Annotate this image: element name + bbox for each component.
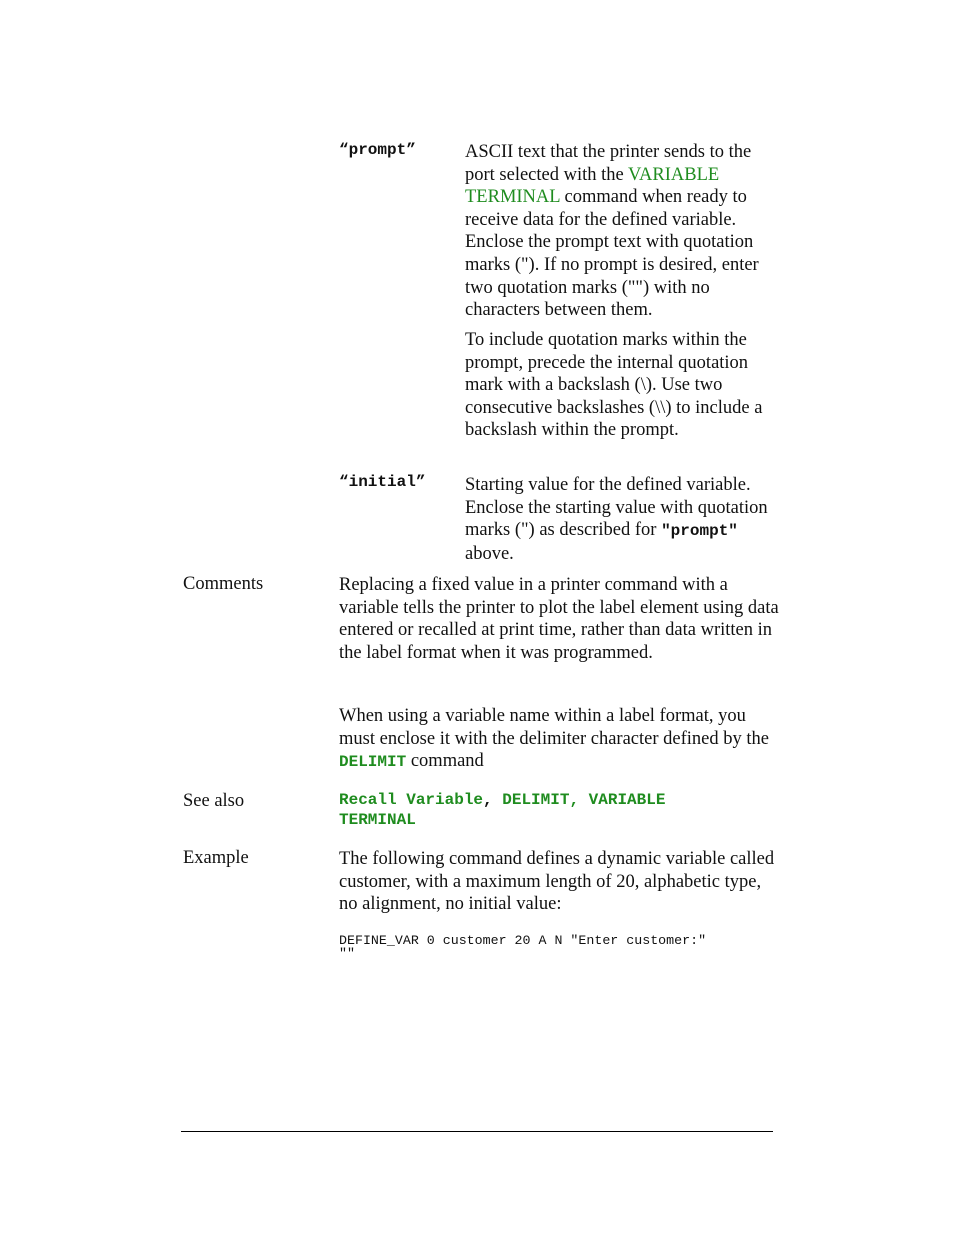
example-paragraph: The following command defines a dynamic variable called customer, with a maximum length of 20, alphabetic type, no alignment, no initial value: [339, 849, 775, 915]
see-also-label: See also [183, 791, 245, 811]
param-name-prompt: “prompt” [339, 141, 416, 159]
see-also-separator: , [483, 791, 503, 809]
param-initial-text-b: above. [465, 543, 514, 564]
param-prompt-text-a: ASCII text that the printer sends to the port selected with the [465, 142, 752, 185]
variable-terminal-link[interactable]: VARIABLE TERMINAL [465, 164, 720, 208]
param-initial-description [465, 474, 783, 565]
comments-p2-text-a: When using a variable name within a label format, you must enclose it with the delimiter character defined by the [339, 706, 769, 749]
delimit-variable-terminal-link[interactable]: DELIMIT, VARIABLE TERMINAL [339, 791, 666, 829]
param-name-initial: “initial” [339, 473, 426, 491]
param-prompt-note: To include quotation marks within the prompt, precede the internal quotation mark with a backslash (\). Use two consecutive backslashes (\\) to include a backslash within the prompt. [465, 330, 763, 441]
comments-label: Comments [183, 574, 264, 594]
delimit-link[interactable]: DELIMIT [339, 753, 407, 772]
recall-variable-link[interactable]: Recall Variable [339, 791, 484, 809]
param-prompt-description [465, 141, 783, 322]
see-also-links [339, 790, 739, 830]
footer-rule [181, 1131, 773, 1132]
param-initial-text-a: Starting value for the defined variable. Enclose the starting value with quotation marks (") as described for [465, 475, 768, 541]
example-code-line-1: DEFINE_VAR 0 customer 20 A N "Enter customer:" [339, 933, 707, 948]
example-code [339, 934, 799, 960]
comments-paragraph-2 [339, 705, 779, 774]
param-prompt-text-b: command when ready to receive data for the defined variable. Enclose the prompt text with quotation marks ("). If no prompt is desired, enter two quotation marks ("") with no characters between them. [465, 187, 759, 321]
example-label: Example [183, 848, 249, 868]
prompt-code-ref: "prompt" [661, 522, 738, 541]
comments-paragraph-1: Replacing a fixed value in a printer command with a variable tells the printer to plot the label element using data entered or recalled at print time, rather than data written in the label format when it was programmed. [339, 575, 779, 663]
example-code-line-2: "" [339, 946, 355, 961]
comments-p2-text-b: command [406, 751, 484, 772]
